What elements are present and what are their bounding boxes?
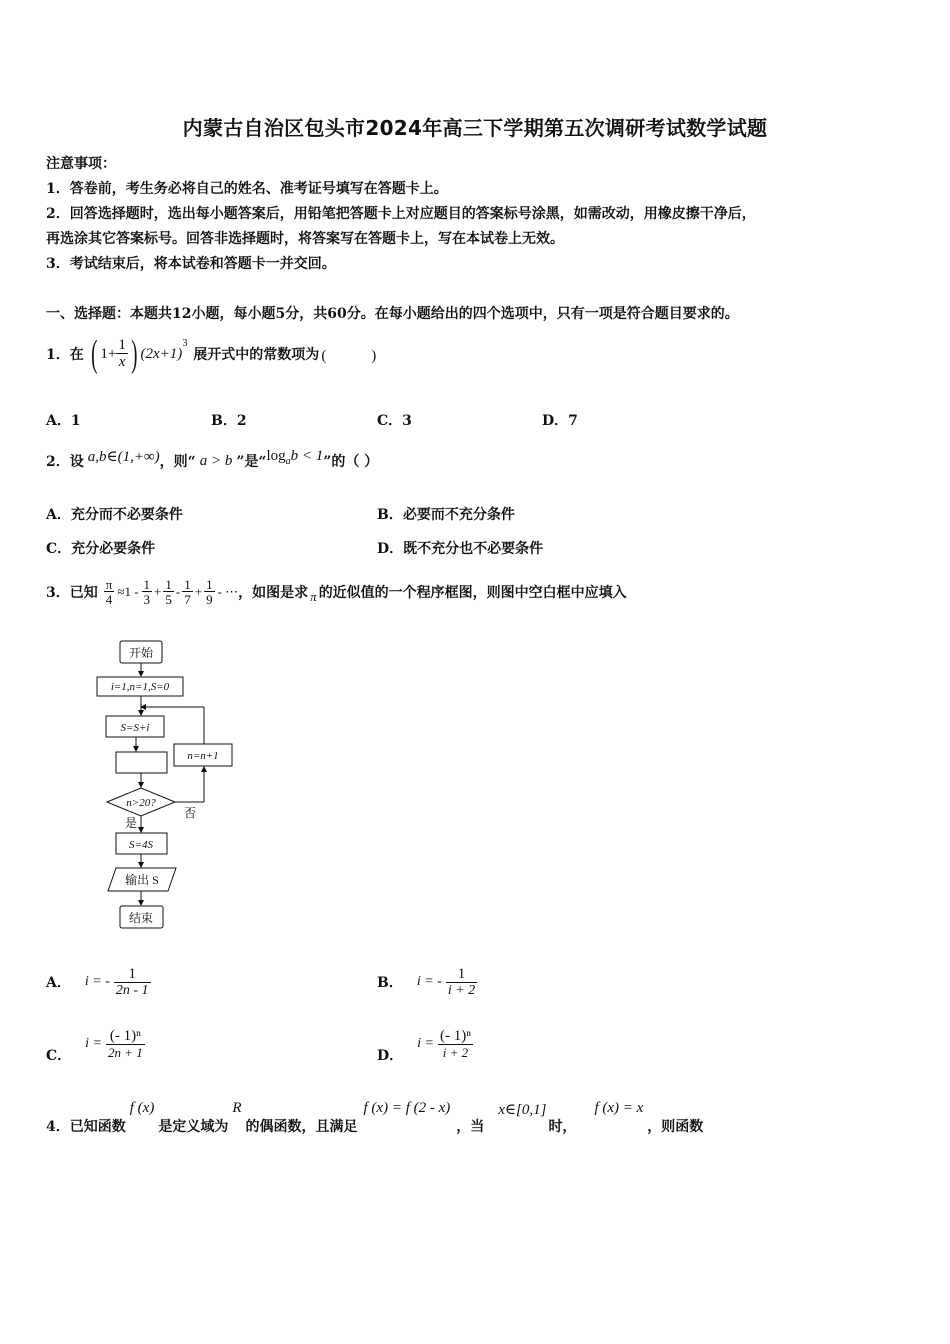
q3-option-b: B． i = - $\frac{1}{i + 2}$	[377, 965, 476, 998]
flow-blank-box	[116, 752, 167, 773]
q4-number: 4．已知函数	[46, 1119, 126, 1135]
q3-number: 3．已知	[46, 585, 98, 601]
notice-item: 1．答卷前，考生务必将自己的姓名、准考证号填写在答题卡上。	[46, 181, 448, 197]
answer-blank: ( )	[321, 347, 377, 364]
notice-item: 2．回答选择题时，选出每小题答案后，用铅笔把答题卡上对应题目的答案标号涂黑，如需改动，用橡皮擦干净后，	[46, 206, 756, 222]
question-1: 1．在 ( 1 + $\frac{1}{x}$ ) (2x+1) $^3$ 展开式中的常数项为 ( )	[46, 333, 377, 375]
flow-yes-label: 是	[124, 816, 138, 830]
q2-condition: a,b∈(1,+∞)	[87, 448, 160, 465]
section-heading: 一、选择题：本题共12小题，每小题5分，共60分。在每小题给出的四个选项中，只有一项是符合题目要求的。	[46, 306, 739, 322]
flow-init-text: i=1,n=1,S=0	[110, 681, 170, 693]
flow-end-text: 结束	[128, 911, 154, 925]
q1-option-d: D．7	[542, 413, 578, 429]
question-2: 2．设 a,b∈(1,+∞) ，则“ a > b ”是“ log $_a$ b < 1 ”的（ ）	[46, 447, 379, 470]
q1-factor: (2x+1)	[140, 345, 183, 362]
q1-option-b: B．2	[211, 413, 247, 429]
flow-final-text: S=4S	[129, 839, 153, 851]
q2-option-d: D．既不充分也不必要条件	[377, 541, 544, 557]
question-3: 3．已知 $\frac{\pi}{4}$ ≈1 - $\frac{1}{3}$ + $\frac{1}{5}$ - $\frac{1}{7}$ + $\frac{1}{9}$ - ⋯ ，如图是求 π 的近似值的一个程序框图，则图中空白框中应填入	[46, 577, 627, 607]
q3-option-c: C． i = $\frac{\text{(- 1)ⁿ}}{2n + 1}$	[46, 1028, 143, 1064]
page-title: 内蒙古自治区包头市2024年高三下学期第五次调研考试数学试题	[182, 116, 768, 140]
q1-fraction: $\frac{1}{x}$	[118, 337, 126, 370]
question-4: 4．已知函数 f (x) 是定义域为 R 的偶函数，且满足 f (x) = f (2 - x) ，当 x∈[0,1] 时， f (x) = x ，则函数	[46, 1100, 703, 1140]
notice-item: 3．考试结束后，将本试卷和答题卡一并交回。	[46, 256, 336, 272]
flow-step-text: S=S+i	[120, 722, 150, 734]
flow-no-label: 否	[183, 806, 197, 820]
flow-cond-text: n>20?	[126, 797, 156, 809]
q3-option-a: A． i = - $\frac{1}{2n - 1}$	[46, 965, 149, 998]
flow-incr-text: n=n+1	[187, 750, 219, 762]
q2-option-a: A．充分而不必要条件	[46, 507, 183, 523]
q3-option-d: D． i = $\frac{\text{(- 1)ⁿ}}{i + 2}$	[377, 1028, 471, 1064]
q2-number: 2．设	[46, 454, 84, 470]
q1-option-a: A．1	[46, 413, 81, 429]
flowchart	[80, 630, 280, 940]
q2-option-b: B．必要而不充分条件	[377, 507, 515, 523]
notice-item: 再选涂其它答案标号。回答非选择题时，将答案写在答题卡上，写在本试卷上无效。	[46, 231, 564, 247]
q2-option-c: C．充分必要条件	[46, 541, 156, 557]
q2-p: a > b	[199, 452, 233, 469]
flow-output-text: 输出 S	[125, 873, 159, 887]
flow-start-text: 开始	[128, 646, 154, 660]
q1-number: 1．在	[46, 347, 84, 363]
q1-option-c: C．3	[377, 413, 412, 429]
notice-heading: 注意事项：	[46, 156, 116, 172]
